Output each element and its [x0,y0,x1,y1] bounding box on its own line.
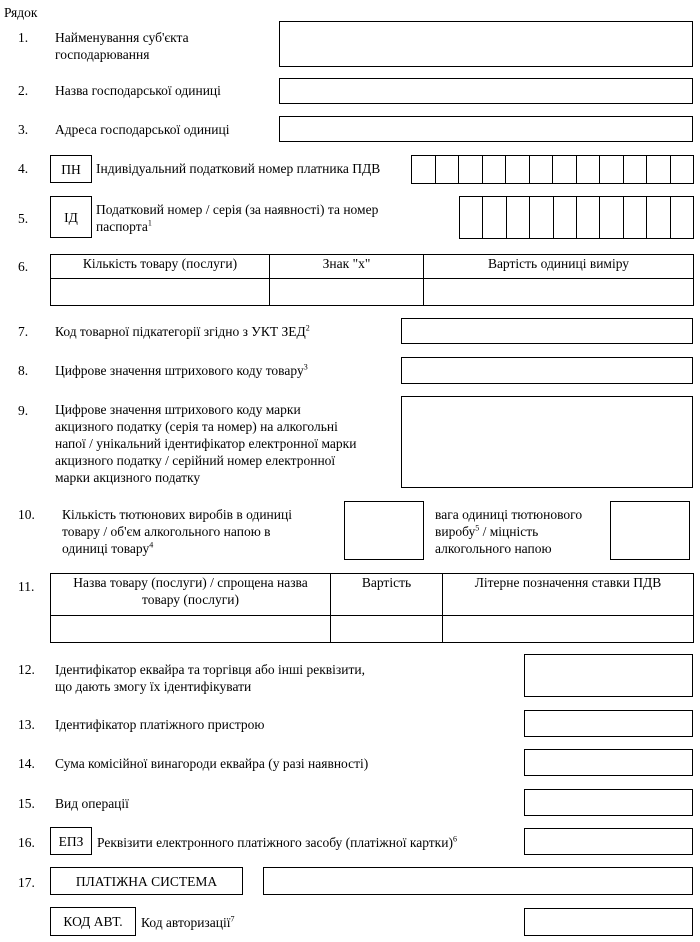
row-9-line4: акцизного податку / серійний номер електронної [55,453,336,468]
footnote-5: 5 [475,523,480,533]
row-number-2: 2. [18,83,29,98]
payment-system-tag: ПЛАТІЖНА СИСТЕМА [50,867,243,895]
row-10-left-line3 [62,540,292,557]
row-12-label-line2: що дають змогу їх ідентифікувати [55,679,252,694]
row-number-8: 8. [18,363,29,378]
row-12-label [55,661,365,695]
row-13-label: Ідентифікатор платіжного пристрою [55,717,265,732]
product-code-field[interactable] [401,318,693,344]
row-9-label [55,401,356,486]
row-number-12: 12. [18,662,35,677]
footnote-4: 4 [149,540,154,550]
vat-letter-cell[interactable] [443,616,694,643]
acquirer-id-field[interactable] [524,654,693,697]
row-10-left-line1: Кількість тютюнових виробів в одиниці [62,507,292,522]
row-10-left-label [62,506,292,557]
row-number-14: 14. [18,756,35,771]
row-9-line2: акцизного податку (серія та номер) на алкогольні [55,419,338,434]
row-number-5: 5. [18,211,29,226]
goods-name-header-line1: Назва товару (послуги) / спрощена назва [73,575,308,590]
row-2-label: Назва господарської одиниці [55,83,221,98]
row-10-right-line2 [435,523,582,540]
goods-table [50,573,694,643]
quantity-cell[interactable] [51,279,270,306]
row-5-label-line1: Податковий номер / серія (за наявності) та номер [96,202,379,217]
goods-name-header [51,574,331,616]
row-number-15: 15. [18,796,35,811]
row-5-label [96,201,378,235]
row-number-4: 4. [18,161,29,176]
row-number-9: 9. [18,403,29,418]
auth-code-field[interactable] [524,908,693,936]
x-sign-cell[interactable] [270,279,424,306]
row-number-11: 11. [18,579,35,594]
row-10-right-line3: алкогольного напою [435,541,552,556]
unit-address-field[interactable] [279,116,693,142]
row-10-left-line3-text: одиниці товару [62,541,150,556]
cost-cell[interactable] [331,616,443,643]
footnote-1: 1 [147,218,152,228]
row-number-16: 16. [18,835,35,850]
row-number-6: 6. [18,259,29,274]
payment-system-field[interactable] [263,867,693,895]
row-number-10: 10. [18,507,35,522]
row-1-label [55,29,189,63]
row-8-label [55,362,308,379]
tax-passport-cells[interactable] [459,196,694,239]
entity-name-field[interactable] [279,21,693,67]
goods-name-cell[interactable] [51,616,331,643]
unit-price-cell[interactable] [424,279,694,306]
row-7-label-text: Код товарної підкатегорії згідно з УКТ ЗЕД [55,324,306,339]
quantity-header: Кількість товару (послуги) [51,255,270,279]
vat-number-cells[interactable] [411,155,694,184]
pn-tag: ПН [50,155,92,183]
cost-header: Вартість [331,574,443,616]
row-9-line1: Цифрове значення штрихового коду марки [55,402,301,417]
row-number-17: 17. [18,875,35,890]
vat-letter-header: Літерне позначення ставки ПДВ [443,574,694,616]
row-5-label-line2 [96,218,378,235]
row-column-label: Рядок [4,5,38,20]
barcode-field[interactable] [401,357,693,384]
epz-tag: ЕПЗ [50,827,92,855]
row-7-label [55,323,310,340]
row-10-right-line1: вага одиниці тютюнового [435,507,583,522]
tobacco-weight-field[interactable] [610,501,690,560]
row-9-line3: напої / унікальний ідентифікатор електронної марки [55,436,357,451]
row-10-right-line2-text: виробу [435,524,476,539]
row-8-label-text: Цифрове значення штрихового коду товару [55,363,304,378]
tobacco-quantity-field[interactable] [344,501,424,560]
goods-name-header-line2: товару (послуги) [142,592,239,607]
unit-name-field[interactable] [279,78,693,104]
auth-code-label [141,914,234,931]
row-10-right-line2-rest: / міцність [479,524,539,539]
row-number-1: 1. [18,30,29,45]
row-5-label-text: паспорта [96,219,148,234]
row-1-label-line1: Найменування суб'єкта [55,30,189,45]
row-10-left-line2: товару / об'єм алкогольного напою в [62,524,271,539]
auth-code-tag: КОД АВТ. [50,907,136,936]
row-14-label: Сума комісійної винагороди еквайра (у разі наявності) [55,756,369,771]
auth-code-label-text: Код авторизації [141,915,231,930]
unit-price-header: Вартість одиниці виміру [424,255,694,279]
row-12-label-line1: Ідентифікатор еквайра та торгівця або інші реквізити, [55,662,365,677]
row-10-right-label [435,506,582,557]
id-tag: ІД [50,196,92,238]
row-1-label-line2: господарювання [55,47,150,62]
row-4-label: Індивідуальний податковий номер платника ПДВ [96,161,381,176]
row-number-13: 13. [18,717,35,732]
payment-device-id-field[interactable] [524,710,693,737]
x-sign-header: Знак "х" [270,255,424,279]
footnote-7: 7 [230,914,235,924]
row-number-7: 7. [18,324,29,339]
row-number-3: 3. [18,122,29,137]
row-16-label-text: Реквізити електронного платіжного засобу (платіжної картки) [97,835,453,850]
footnote-3: 3 [303,362,308,372]
footnote-6: 6 [452,834,457,844]
quantity-table [50,254,694,306]
card-details-field[interactable] [524,828,693,855]
excise-stamp-field[interactable] [401,396,693,488]
row-16-label [97,834,457,851]
row-15-label: Вид операції [55,796,129,811]
row-3-label: Адреса господарської одиниці [55,122,230,137]
commission-field[interactable] [524,749,693,776]
footnote-2: 2 [305,323,310,333]
operation-type-field[interactable] [524,789,693,816]
row-9-line5: марки акцизного податку [55,470,201,485]
